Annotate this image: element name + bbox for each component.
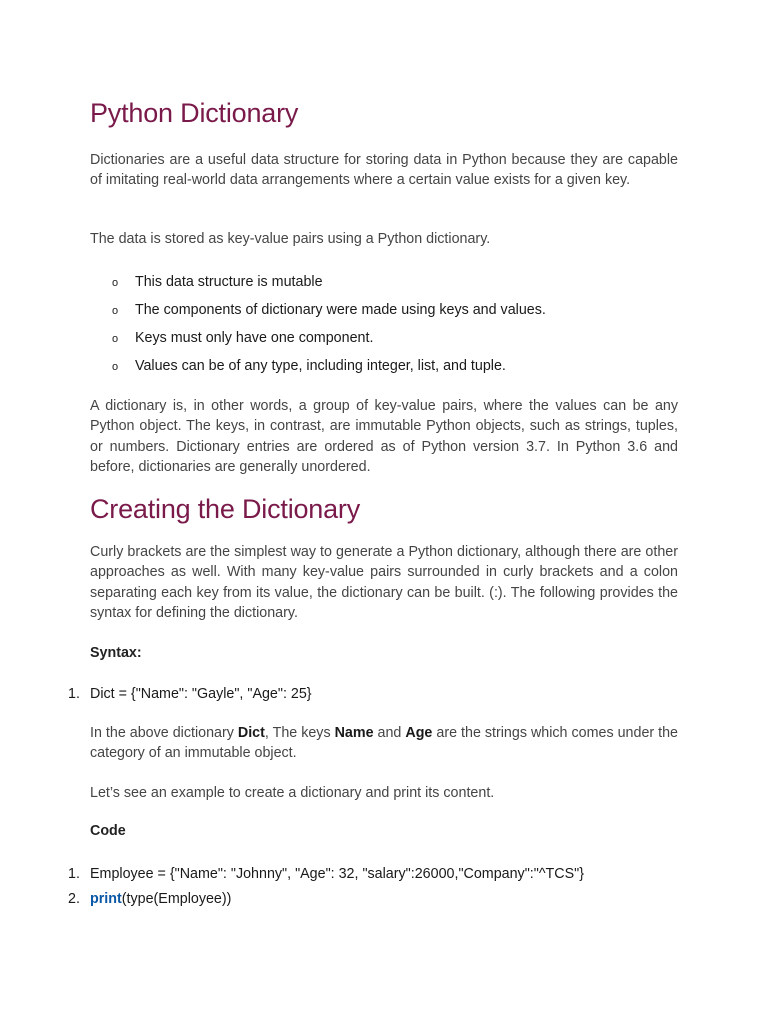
explain-paragraph	[90, 723, 678, 764]
section-heading: Creating the Dictionary	[90, 494, 361, 524]
code-line-number-1: 1.	[68, 866, 80, 882]
list-item-text: Keys must only have one component.	[135, 330, 374, 346]
example-paragraph: Let’s see an example to create a dictionary and print its content.	[90, 785, 495, 801]
list-item-text: Values can be of any type, including integer, list, and tuple.	[135, 358, 506, 374]
page-title: Python Dictionary	[90, 98, 299, 128]
name-term: Name	[334, 725, 374, 741]
list-item	[90, 300, 678, 328]
bullet-icon: o	[112, 333, 119, 345]
code-line-number-2: 2.	[68, 891, 80, 907]
bullet-icon: o	[112, 361, 119, 373]
intro-paragraph: Dictionaries are a useful data structure for storing data in Python because they are capable of imitating real-world data arrangements where a certain value exists for a given key.	[90, 152, 678, 189]
code-label: Code	[90, 823, 126, 839]
explain-mid1: , The keys	[264, 725, 335, 741]
definition-paragraph: A dictionary is, in other words, a group of key-value pairs, where the values can be any Python object. The keys, in contrast, are immutable Python objects, such as strings, tuples, or numbers. Dictionary entries are ordered as of Python version 3.7. In Python 3.6 and before, dictionaries are generally unordered.	[90, 398, 678, 475]
syntax-code: Dict = {"Name": "Gayle", "Age": 25}	[90, 686, 312, 702]
list-item-text: This data structure is mutable	[135, 274, 323, 290]
explain-prefix: In the above dictionary	[90, 725, 238, 741]
list-item-text: The components of dictionary were made using keys and values.	[135, 302, 546, 318]
age-term: Age	[405, 725, 433, 741]
code-line-2	[90, 889, 231, 909]
list-item	[90, 356, 678, 384]
explain-suffix: are the strings which comes under the category of an immutable object.	[90, 725, 679, 762]
bullet-icon: o	[112, 277, 119, 289]
list-item	[90, 272, 678, 300]
creating-paragraph: Curly brackets are the simplest way to generate a Python dictionary, although there are other approaches as well. With many key-value pairs surrounded in curly brackets and a colon separating each key from its value, the dictionary can be built. (:). The following provides the syntax for defining the dictionary.	[90, 544, 678, 621]
print-keyword: print	[90, 891, 122, 907]
syntax-label: Syntax:	[90, 645, 142, 661]
code-line-2-rest: (type(Employee))	[121, 891, 232, 907]
storage-paragraph: The data is stored as key-value pairs using a Python dictionary.	[90, 231, 491, 247]
code-line-1: Employee = {"Name": "Johnny", "Age": 32, "salary":26000,"Company":"^TCS"}	[90, 866, 584, 882]
bullet-icon: o	[112, 305, 119, 317]
dict-term: Dict	[237, 725, 265, 741]
list-item	[90, 328, 678, 356]
syntax-line-number: 1.	[68, 686, 80, 702]
feature-list	[90, 272, 678, 384]
explain-mid2: and	[373, 725, 406, 741]
